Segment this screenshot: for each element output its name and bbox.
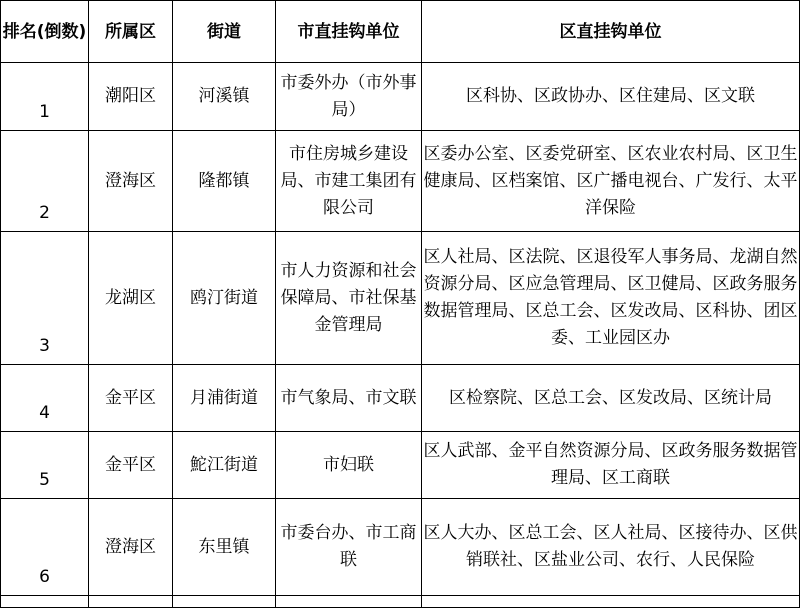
table-row xyxy=(1,131,800,232)
district-cell: 潮阳区 xyxy=(89,63,173,131)
header-district: 所属区 xyxy=(89,1,173,63)
table-row xyxy=(1,232,800,365)
street-cell: 东里镇 xyxy=(173,499,276,596)
district-unit-cell: 区检察院、区总工会、区发改局、区统计局 xyxy=(422,365,800,432)
table-row xyxy=(1,432,800,499)
empty-cell xyxy=(89,596,173,608)
table-row xyxy=(1,499,800,596)
table-row xyxy=(1,365,800,432)
empty-cell xyxy=(276,596,422,608)
header-street: 街道 xyxy=(173,1,276,63)
rank-cell: 6 xyxy=(1,499,89,596)
rank-cell: 4 xyxy=(1,365,89,432)
district-unit-cell: 区科协、区政协办、区住建局、区文联 xyxy=(422,63,800,131)
header-city-unit: 市直挂钩单位 xyxy=(276,1,422,63)
street-cell: 河溪镇 xyxy=(173,63,276,131)
district-cell: 金平区 xyxy=(89,365,173,432)
city-unit-cell: 市委外办（市外事局） xyxy=(276,63,422,131)
street-cell: 隆都镇 xyxy=(173,131,276,232)
rank-cell: 3 xyxy=(1,232,89,365)
table-header-row xyxy=(1,1,800,63)
district-unit-cell: 区人大办、区总工会、区人社局、区接待办、区供销联社、区盐业公司、农行、人民保险 xyxy=(422,499,800,596)
empty-cell xyxy=(422,596,800,608)
district-unit-cell: 区人社局、区法院、区退役军人事务局、龙湖自然资源分局、区应急管理局、区卫健局、区政务服务数据管理局、区总工会、区发改局、区科协、团区委、工业园区办 xyxy=(422,232,800,365)
empty-cell xyxy=(173,596,276,608)
street-cell: 月浦街道 xyxy=(173,365,276,432)
rank-cell: 5 xyxy=(1,432,89,499)
rank-cell: 2 xyxy=(1,131,89,232)
street-cell: 鮀江街道 xyxy=(173,432,276,499)
city-unit-cell: 市住房城乡建设局、市建工集团有限公司 xyxy=(276,131,422,232)
district-cell: 澄海区 xyxy=(89,499,173,596)
city-unit-cell: 市委台办、市工商联 xyxy=(276,499,422,596)
city-unit-cell: 市气象局、市文联 xyxy=(276,365,422,432)
city-unit-cell: 市妇联 xyxy=(276,432,422,499)
header-rank: 排名(倒数) xyxy=(1,1,89,63)
district-cell: 澄海区 xyxy=(89,131,173,232)
district-cell: 龙湖区 xyxy=(89,232,173,365)
district-cell: 金平区 xyxy=(89,432,173,499)
city-unit-cell: 市人力资源和社会保障局、市社保基金管理局 xyxy=(276,232,422,365)
district-unit-cell: 区委办公室、区委党研室、区农业农村局、区卫生健康局、区档案馆、区广播电视台、广发行、太平洋保险 xyxy=(422,131,800,232)
header-district-unit: 区直挂钩单位 xyxy=(422,1,800,63)
district-unit-cell: 区人武部、金平自然资源分局、区政务服务数据管理局、区工商联 xyxy=(422,432,800,499)
rank-cell: 1 xyxy=(1,63,89,131)
table-row-partial xyxy=(1,596,800,608)
street-cell: 鸥汀街道 xyxy=(173,232,276,365)
table-row xyxy=(1,63,800,131)
empty-cell xyxy=(1,596,89,608)
